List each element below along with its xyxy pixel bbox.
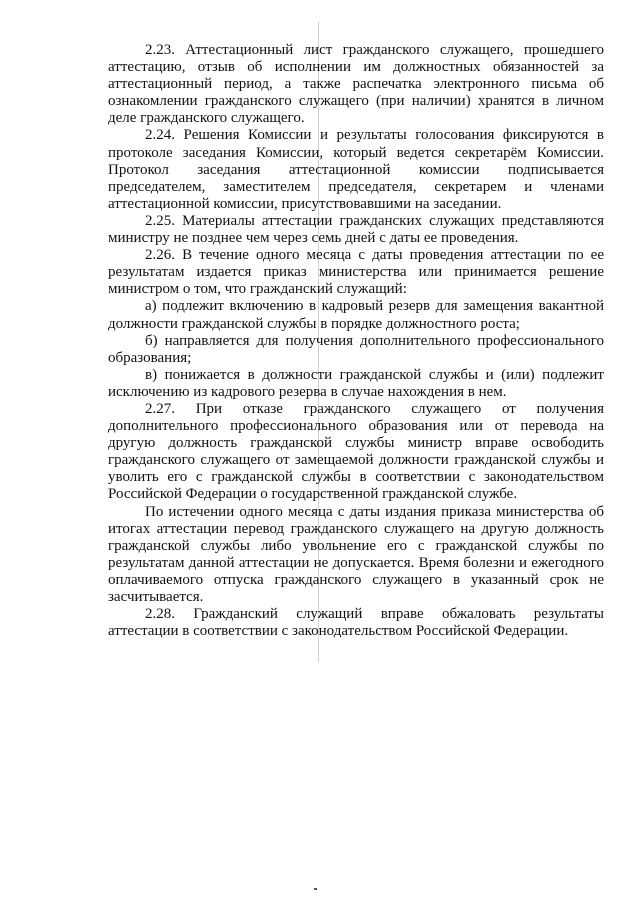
paragraph-2-27-continued: По истечении одного месяца с даты издания приказа министерства об итогах аттестации перевод гражданского служащего на другую должность гражданской службы либо увольнение его с гражданской службы по результатам данной аттестации не допускается. Время болезни и ежегодного оплачиваемого отпуска гражданского служащего в указанный срок не засчитывается. [108,503,604,605]
scan-speck [314,888,317,890]
list-item-b: б) направляется для получения дополнительного профессионального образования; [108,332,604,366]
paragraph-2-28: 2.28. Гражданский служащий вправе обжаловать результаты аттестации в соответствии с законодательством Российской Федерации. [108,606,604,640]
paragraph-2-25: 2.25. Материалы аттестации гражданских служащих представляются министру не позднее чем через семь дней с даты ее проведения. [108,212,604,247]
paragraph-2-24: 2.24. Решения Комиссии и результаты голосования фиксируются в протоколе заседания Комиссии, который ведется секретарём Комиссии. Протокол заседания аттестационной комиссии подписывается председателем, заместителем председателя, секретарем и членами аттестационной комиссии, присутствовавшими на заседании. [108,127,604,212]
list-item-v: в) понижается в должности гражданской службы и (или) подлежит исключению из кадрового резерва в случае нахождения в нем. [108,366,604,400]
document-body [108,42,604,640]
paragraph-2-23: 2.23. Аттестационный лист гражданского служащего, прошедшего аттестацию, отзыв об исполнении им должностных обязанностей за аттестационный период, а также распечатка электронного письма об ознакомлении гражданского служащего (при наличии) хранятся в личном деле гражданского служащего. [108,42,604,127]
paragraph-2-26: 2.26. В течение одного месяца с даты проведения аттестации по ее результатам издается приказ министерства или принимается решение министром о том, что гражданский служащий: [108,247,604,298]
paragraph-2-27: 2.27. При отказе гражданского служащего от получения дополнительного профессионального образования или от перевода на другую должность гражданской службы министр вправе освободить гражданского служащего от замещаемой должности гражданской службы и уволить его с гражданской службы в соответствии с законодательством Российской Федерации о государственной гражданской службе. [108,400,604,503]
list-item-a: а) подлежит включению в кадровый резерв для замещения вакантной должности гражданской службы в порядке должностного роста; [108,298,604,332]
